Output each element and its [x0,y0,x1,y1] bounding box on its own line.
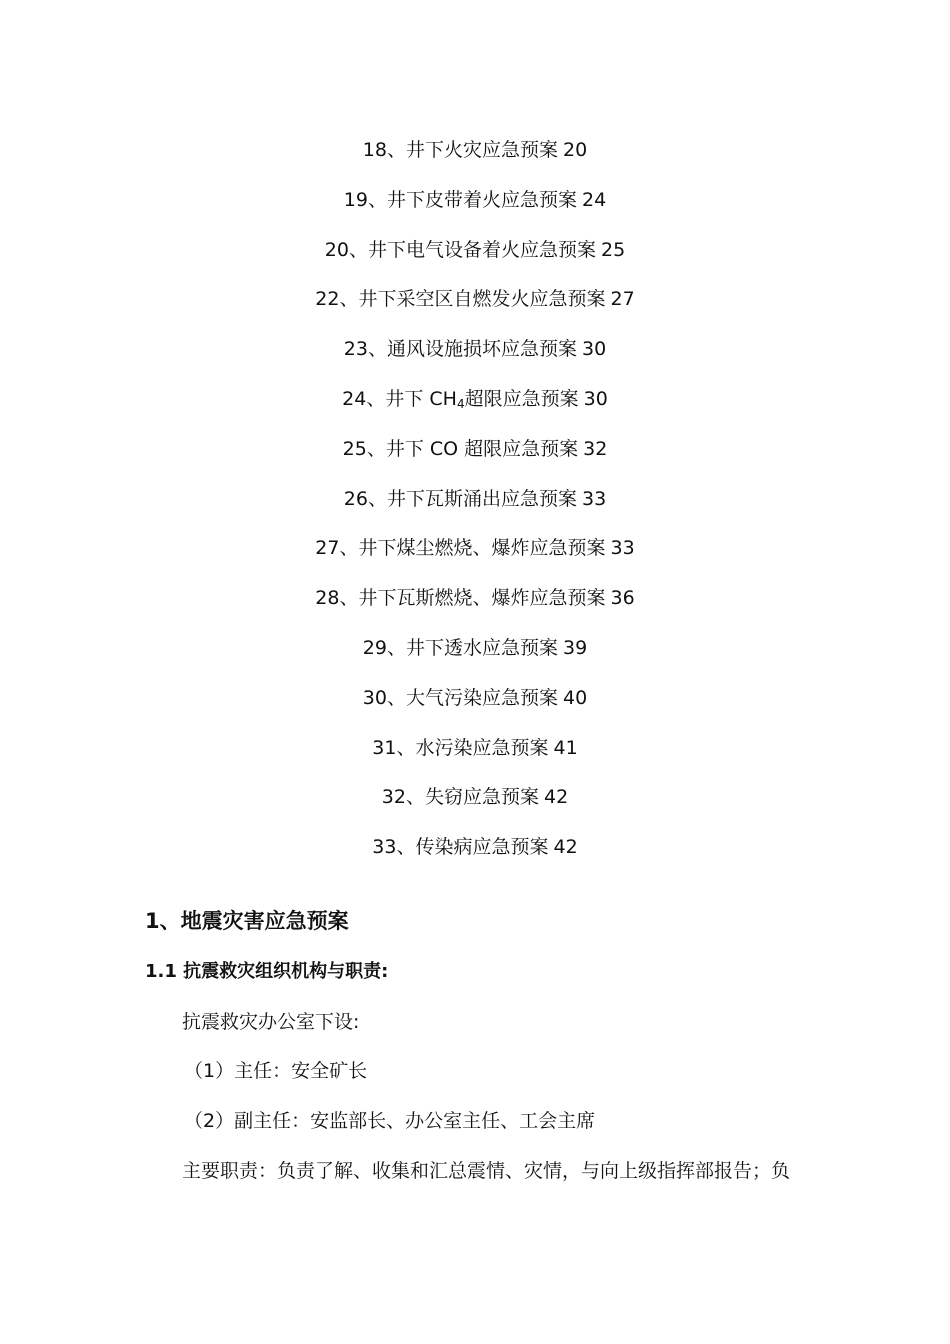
toc-entry: 20、井下电气设备着火应急预案 25 [324,238,626,261]
section-heading: 1、地震灾害应急预案 [145,909,349,933]
toc-entry: 33、传染病应急预案 42 [372,836,578,859]
toc-entry: 22、井下采空区自燃发火应急预案 27 [315,288,635,311]
toc-entry: 26、井下瓦斯涌出应急预案 33 [343,487,607,510]
table-of-contents [0,136,950,883]
toc-entry: 29、井下透水应急预案 39 [362,636,588,659]
paragraph: （1）主任：安全矿长 [184,1060,368,1082]
toc-entry: 32、失窃应急预案 42 [381,786,569,809]
toc-entry: 25、井下 CO 超限应急预案 32 [342,437,608,460]
toc-entry: 27、井下煤尘燃烧、爆炸应急预案 33 [315,537,635,560]
subsection-heading: 1.1 抗震救灾组织机构与职责: [145,961,389,982]
toc-entry: 31、水污染应急预案 41 [372,736,578,759]
paragraph: 抗震救灾办公室下设: [182,1011,360,1033]
toc-entry: 24、井下 $CH_4$超限应急预案 30 [342,387,608,411]
toc-entry: 19、井下皮带着火应急预案 24 [343,188,607,211]
paragraph: （2）副主任：安监部长、办公室主任、工会主席 [184,1110,596,1132]
paragraph: 主要职责：负责了解、收集和汇总震情、灾情，与向上级指挥部报告；负 [182,1160,791,1182]
toc-entry: 18、井下火灾应急预案 20 [362,139,588,161]
toc-entry: 30、大气污染应急预案 40 [362,686,588,709]
toc-entry: 28、井下瓦斯燃烧、爆炸应急预案 36 [315,587,635,610]
toc-entry: 23、通风设施损坏应急预案 30 [343,338,607,361]
